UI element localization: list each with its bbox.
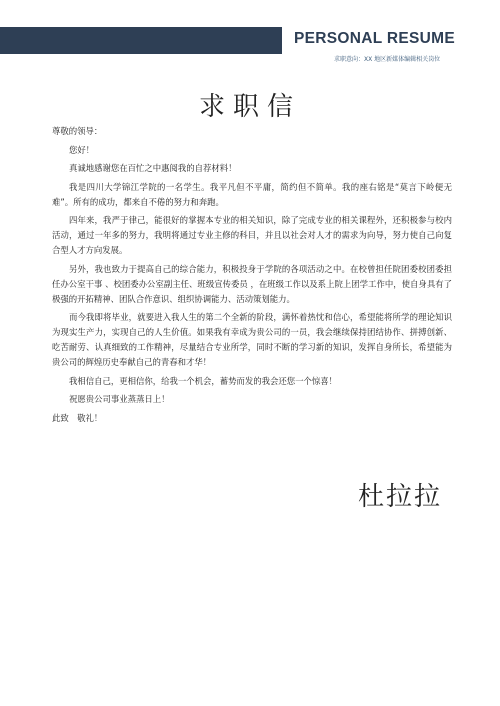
intro-paragraph: 我是四川大学锦江学院的一名学生。我平凡但不平庸，简约但不简单。我的座右铭是“莫言下岭便无难”。所有的成功，都来自不倦的努力和奔跑。 [52, 181, 452, 207]
closing: 此致 敬礼！ [52, 412, 103, 423]
activities-paragraph: 另外，我也致力于提高自己的综合能力，积极投身于学院的各项活动之中。在校曾担任院团委校团委担任办公室干事 、校团委办公室副主任、班级宣传委员 ，在班级工作以及系上院上团学工作中，使自身具有了极强的开拓精神、团队合作意识、组织协调能力、活动策划能力。 [52, 263, 452, 304]
study-paragraph: 四年来，我严于律己，能很好的掌握本专业的相关知识，除了完成专业的相关课程外，还积极参与校内活动，通过一年多的努力，我明将通过专业主修的科目，并且以社会对人才的需求为向导，努力使自己向复合型人才方向发展。 [52, 215, 452, 255]
wishes-paragraph: 祝愿贵公司事业蒸蒸日上！ [69, 394, 170, 404]
letter-body [52, 124, 452, 429]
resume-title: PERSONAL RESUME [294, 30, 455, 47]
job-intention: 求职意向：XX 地区新媒体编辑相关岗位 [334, 56, 441, 63]
letter-title: 求职信 [198, 92, 301, 122]
signature: 杜拉拉 [358, 482, 443, 512]
header-bar [0, 27, 282, 54]
salutation: 尊敬的领导： [52, 126, 103, 136]
greeting-paragraph: 您好！ [69, 144, 95, 155]
thanks-paragraph: 真诚地感谢您在百忙之中惠阅我的自荐材料！ [69, 163, 237, 173]
confidence-paragraph: 我相信自己，更相信你，给我一个机会，蓄势而发的我会还您一个惊喜！ [69, 375, 337, 386]
graduation-paragraph: 而今我即将毕业，就要进入我人生的第二个全新的阶段，满怀着热忱和信心，希望能将所学的理论知识为现实生产力，实现自己的人生价值。如果我有幸成为贵公司的一员，我会继续保持团结协作、拼搏创新、吃苦耐劳、认真细致的工作精神，尽量结合专业所学，同时不断的学习新的知识，发挥自身所长，希望能为贵公司的辉煌历史奉献自己的青春和才华！ [52, 312, 452, 367]
